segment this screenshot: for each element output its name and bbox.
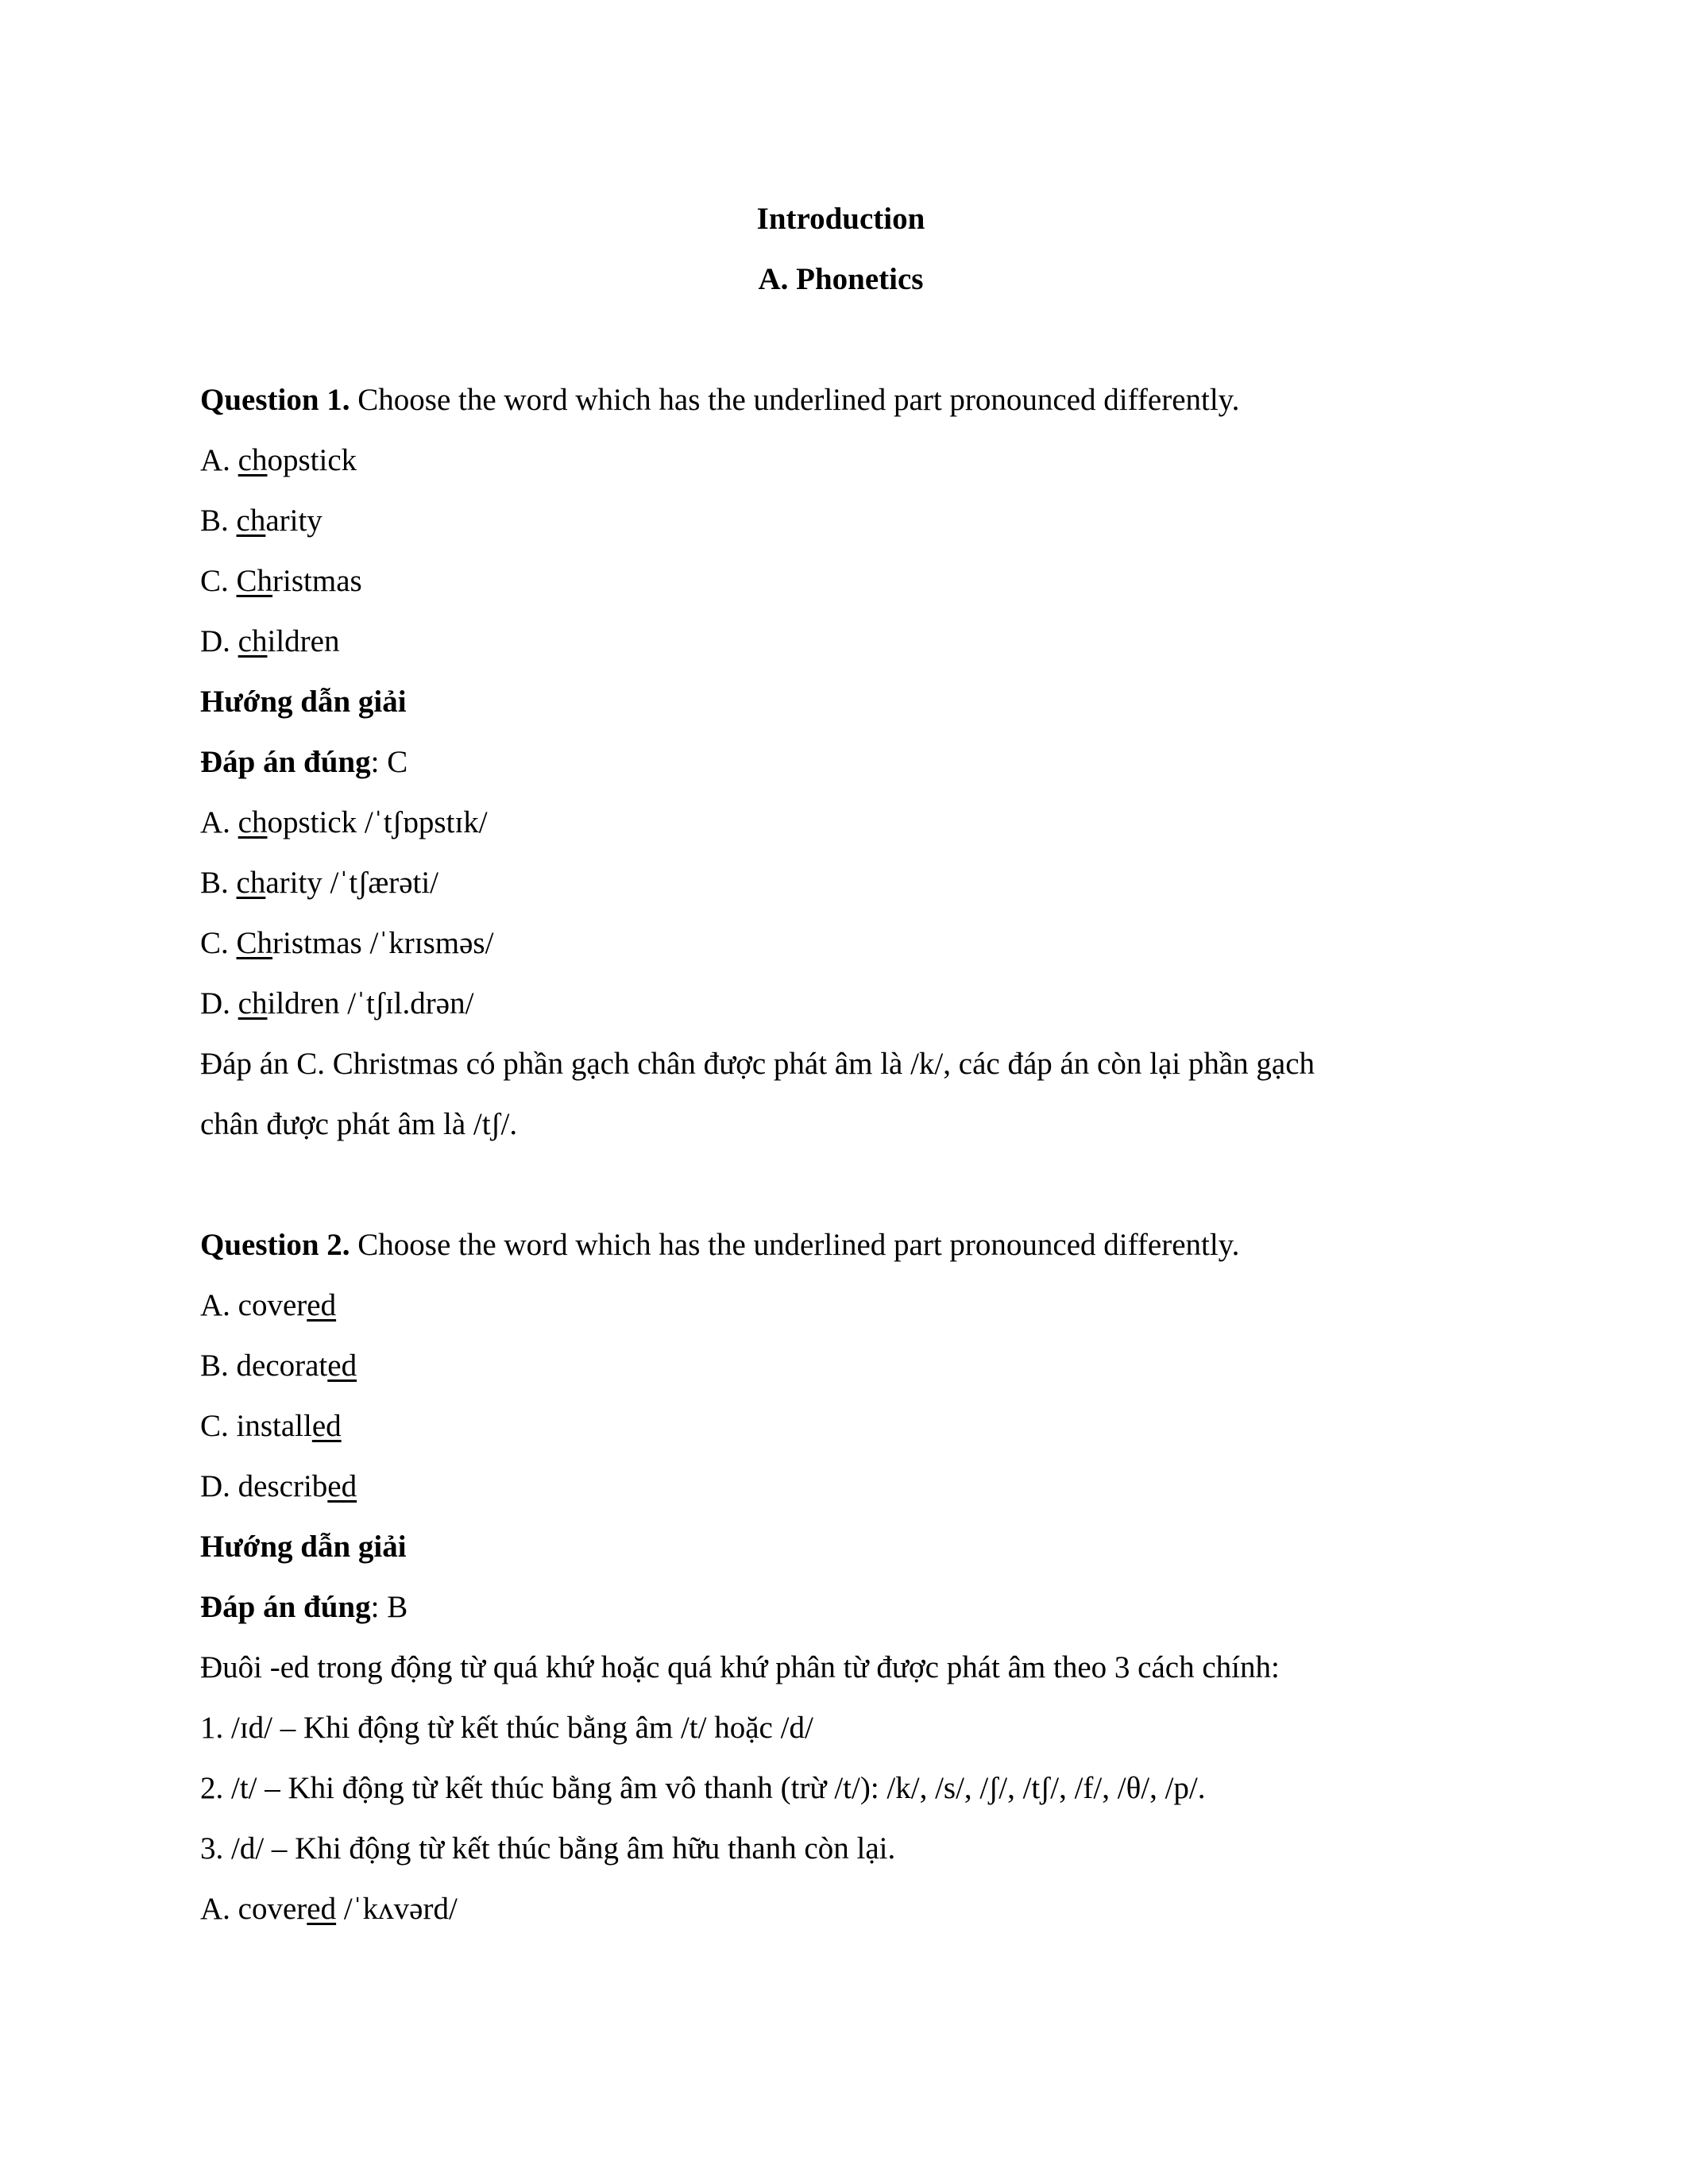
text-segment: 2. /t/ – Khi động từ kết thúc bằng âm vô thanh (trừ /t/): /k/, /s/, /ʃ/, /tʃ/, /f/, /θ/, /p/. (200, 1771, 1206, 1805)
paragraph (200, 913, 1481, 974)
text-segment: C. install (200, 1409, 312, 1443)
text-segment: ed (327, 1349, 357, 1383)
document-headings (200, 189, 1481, 310)
text-segment: : B (370, 1590, 408, 1624)
text-segment: C. (200, 926, 237, 960)
paragraph (200, 1034, 1481, 1094)
text-segment: Question 1. (200, 383, 350, 417)
text-segment: arity /ˈtʃærəti/ (265, 866, 439, 900)
text-segment: ch (236, 504, 266, 538)
text-segment: A. (200, 443, 238, 477)
text-segment: D. describ (200, 1469, 328, 1503)
text-segment: Choose the word which has the underlined part pronounced differently. (350, 1228, 1240, 1262)
text-segment: ch (238, 805, 268, 839)
paragraph (200, 1215, 1481, 1275)
text-segment: opstick /ˈtʃɒpstɪk/ (267, 805, 488, 839)
paragraph (200, 1879, 1481, 1939)
text-segment: opstick (267, 443, 357, 477)
text-segment: C. (200, 564, 237, 598)
paragraph (200, 1396, 1481, 1457)
text-segment: A. cover (200, 1288, 307, 1322)
paragraph (200, 1758, 1481, 1819)
text-segment: 3. /d/ – Khi động từ kết thúc bằng âm hữu thanh còn lại. (200, 1831, 896, 1866)
paragraph (200, 672, 1481, 732)
text-segment: arity (265, 504, 323, 538)
text-segment: Hướng dẫn giải (200, 1530, 407, 1564)
paragraph (200, 612, 1481, 672)
paragraph (200, 1094, 1481, 1155)
text-segment: ristmas (272, 564, 362, 598)
paragraph (200, 1517, 1481, 1577)
paragraph (200, 430, 1481, 491)
text-segment: ed (307, 1288, 337, 1322)
text-segment: Đuôi -ed trong động từ quá khứ hoặc quá khứ phân từ được phát âm theo 3 cách chính: (200, 1650, 1280, 1684)
text-segment: Đáp án đúng (200, 745, 371, 779)
text-segment: : C (370, 745, 408, 779)
paragraph (200, 1336, 1481, 1396)
document-subtitle: A. Phonetics (758, 262, 924, 296)
paragraph (200, 1819, 1481, 1879)
text-segment: 1. /ɪd/ – Khi động từ kết thúc bằng âm /t/ hoặc /d/ (200, 1711, 813, 1745)
paragraph (200, 1698, 1481, 1758)
paragraph (200, 793, 1481, 853)
text-segment: ch (236, 866, 266, 900)
text-segment: ed (307, 1892, 337, 1926)
text-segment: Đáp án đúng (200, 1590, 371, 1624)
text-segment: ildren /ˈtʃɪl.drən/ (267, 986, 474, 1021)
paragraph (200, 974, 1481, 1034)
text-segment: Choose the word which has the underlined part pronounced differently. (350, 383, 1240, 417)
paragraph (200, 1577, 1481, 1638)
paragraph (200, 370, 1481, 430)
blank-line (200, 310, 1481, 370)
text-segment: B. (200, 866, 237, 900)
text-segment: B. decorat (200, 1349, 328, 1383)
text-segment: ristmas /ˈkrɪsməs/ (272, 926, 494, 960)
text-segment: D. (200, 986, 238, 1021)
text-segment: Hướng dẫn giải (200, 685, 407, 719)
paragraph (200, 1275, 1481, 1336)
document-body (200, 310, 1481, 1939)
paragraph (200, 1457, 1481, 1517)
text-segment: B. (200, 504, 237, 538)
paragraph (200, 732, 1481, 793)
text-segment: chân được phát âm là /tʃ/. (200, 1107, 518, 1141)
text-segment: ildren (267, 624, 340, 658)
text-segment: ch (238, 443, 268, 477)
document-title: Introduction (756, 202, 925, 236)
text-segment: /ˈkʌvərd/ (336, 1892, 458, 1926)
text-segment: ch (238, 624, 268, 658)
paragraph (200, 551, 1481, 612)
text-segment: Ch (236, 564, 273, 598)
text-segment: D. (200, 624, 238, 658)
paragraph (200, 1638, 1481, 1698)
blank-line (200, 1155, 1481, 1215)
paragraph (200, 853, 1481, 913)
text-segment: ed (327, 1469, 357, 1503)
text-segment: A. (200, 805, 238, 839)
text-segment: ed (311, 1409, 342, 1443)
text-segment: A. cover (200, 1892, 307, 1926)
text-segment: Đáp án C. Christmas có phần gạch chân được phát âm là /k/, các đáp án còn lại phần gạch (200, 1047, 1315, 1081)
text-segment: Ch (236, 926, 273, 960)
text-segment: ch (238, 986, 268, 1021)
paragraph (200, 491, 1481, 551)
text-segment: Question 2. (200, 1228, 350, 1262)
